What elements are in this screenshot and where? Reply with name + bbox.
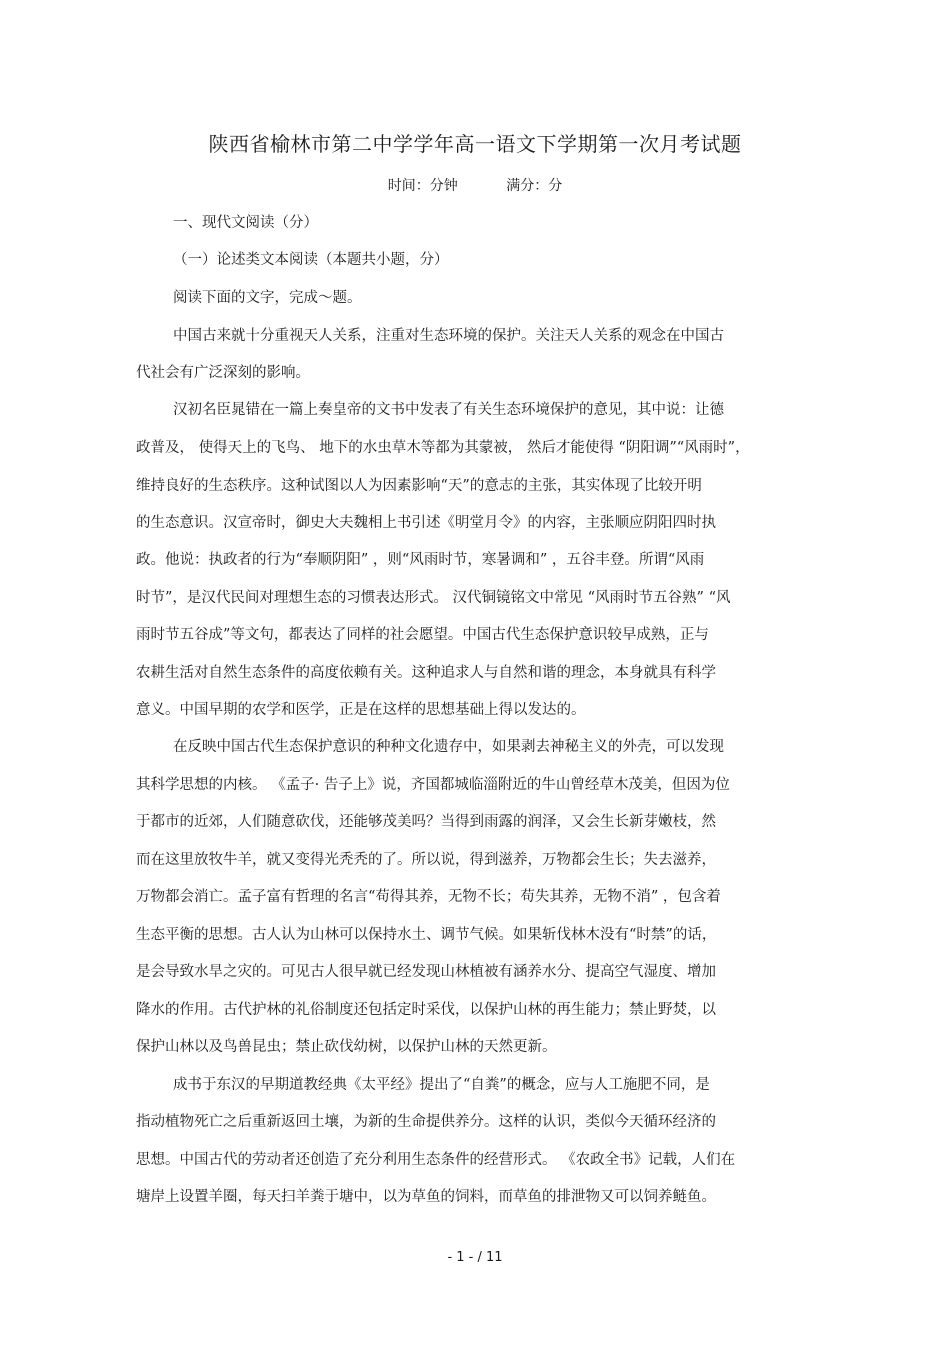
text-line: 时节”，是汉代民间对理想生态的习惯表达形式。 汉代铜镜铭文中常见 “风雨时节五谷熟” “风 bbox=[136, 590, 731, 606]
text-line: 而在这里放牧牛羊，就又变得光秃秃的了。所以说，得到滋养，万物都会生长；失去滋养， bbox=[136, 852, 716, 868]
text-line: 在反映中国古代生态保护意识的种种文化遗存中，如果剥去神秘主义的外壳，可以发现 bbox=[173, 739, 724, 755]
text-line: 意义。中国早期的农学和医学，正是在这样的思想基础上得以发达的。 bbox=[136, 702, 586, 718]
text-line: 思想。中国古代的劳动者还创造了充分利用生态条件的经营形式。 《农政全书》记载，人们在 bbox=[136, 1152, 736, 1168]
text-line: 代社会有广泛深刻的影响。 bbox=[136, 365, 310, 381]
text-line: 是会导致水旱之灾的。可见古人很早就已经发现山林植被有涵养水分、提高空气湿度、增加 bbox=[136, 964, 716, 980]
text-line: 一、现代文阅读（分） bbox=[173, 215, 318, 231]
text-line: 政。他说：执政者的行为“奉顺阴阳” ，则“风雨时节，寒暑调和” ，五谷丰登。所谓“风雨 bbox=[136, 552, 705, 568]
text-line: 汉初名臣晁错在一篇上奏皇帝的文书中发表了有关生态环境保护的意见，其中说：让德 bbox=[173, 402, 724, 418]
text-line: 指动植物死亡之后重新返回土壤，为新的生命提供养分。这样的认识，类似今天循环经济的 bbox=[136, 1114, 716, 1130]
page-number: - 1 - / 11 bbox=[447, 1250, 503, 1265]
document-title: 陕西省榆林市第二中学学年高一语文下学期第一次月考试题 bbox=[208, 132, 742, 156]
text-line: 中国古来就十分重视天人关系，注重对生态环境的保护。关注天人关系的观念在中国古 bbox=[173, 328, 724, 344]
text-line: 政普及， 使得天上的飞鸟、 地下的水虫草木等都为其蒙被， 然后才能使得 “阴阳调”“风雨时”， bbox=[136, 440, 750, 456]
text-line: 阅读下面的文字，完成～题。 bbox=[173, 290, 362, 306]
text-line: 维持良好的生态秩序。这种试图以人为因素影响“天”的意志的主张，其实体现了比较开明 bbox=[136, 478, 702, 494]
text-line: 塘岸上设置羊圈，每天扫羊粪于塘中，以为草鱼的饲料，而草鱼的排泄物又可以饲养鲢鱼。 bbox=[136, 1189, 716, 1205]
exam-time: 时间：分钟 bbox=[387, 178, 458, 194]
text-line: 生态平衡的思想。古人认为山林可以保持水土、调节气候。如果斩伐林木没有“时禁”的话， bbox=[136, 927, 717, 943]
exam-meta bbox=[0, 175, 950, 195]
text-line: 的生态意识。汉宣帝时，御史大夫魏相上书引述《明堂月令》的内容，主张顺应阴阳四时执 bbox=[136, 515, 716, 531]
text-line: 农耕生活对自然生态条件的高度依赖有关。这种追求人与自然和谐的理念，本身就具有科学 bbox=[136, 665, 716, 681]
text-line: （一）论述类文本阅读（本题共小题，分） bbox=[173, 252, 449, 268]
text-line: 降水的作用。古代护林的礼俗制度还包括定时采伐，以保护山林的再生能力；禁止野焚，以 bbox=[136, 1002, 716, 1018]
text-line: 雨时节五谷成”等文句，都表达了同样的社会愿望。中国古代生态保护意识较早成熟，正与 bbox=[136, 627, 709, 643]
text-line: 其科学思想的内核。 《孟子· 告子上》说，齐国都城临淄附近的牛山曾经草木茂美，但因为位 bbox=[136, 777, 730, 793]
text-line: 于都市的近郊，人们随意砍伐，还能够茂美吗？当得到雨露的润泽，又会生长新芽嫩枝，然 bbox=[136, 814, 716, 830]
text-line: 保护山林以及鸟兽昆虫；禁止砍伐幼树，以保护山林的天然更新。 bbox=[136, 1039, 557, 1055]
exam-score: 满分：分 bbox=[506, 178, 563, 194]
text-line: 万物都会消亡。孟子富有哲理的名言“苟得其养，无物不长；苟失其养，无物不消” ，包含着 bbox=[136, 889, 721, 905]
text-line: 成书于东汉的早期道教经典《太平经》提出了“自粪”的概念，应与人工施肥不同，是 bbox=[173, 1077, 710, 1093]
